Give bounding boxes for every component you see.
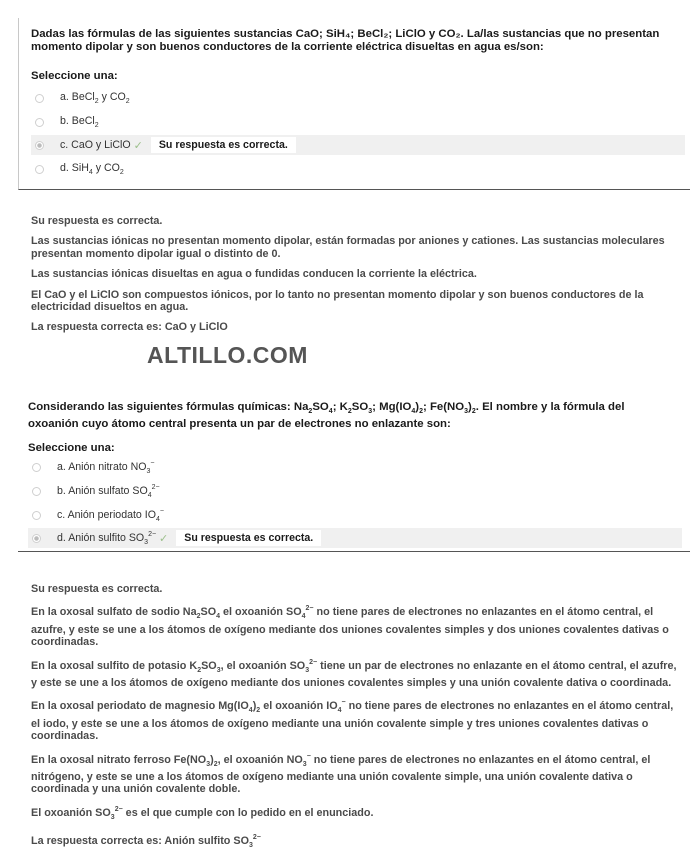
- option-a-label: a. BeCl$_2$ y $CO_2$: [60, 91, 130, 105]
- feedback-answer: La respuesta correcta es: CaO y LiClO: [31, 321, 228, 334]
- option-c[interactable]: [31, 135, 685, 155]
- altillo-logo: ALTILLO.COM: [147, 342, 308, 368]
- feedback-text: El oxoanión $SO_3^{2-}$ es el que cumple con lo pedido en el enunciado.: [31, 805, 374, 821]
- option-b-label: b. BeCl$_2$: [60, 115, 99, 129]
- radio-button[interactable]: [32, 487, 41, 496]
- feedback-text: Su respuesta es correcta.: [31, 215, 163, 227]
- question-2-card: [18, 392, 690, 552]
- correct-feedback-badge: Su respuesta es correcta.: [176, 530, 321, 546]
- question-1-text: Dadas las fórmulas de las siguientes sustancias CaO; SiH₄; BeCl₂; LiClO y CO₂. La/las sustancias que no presentan momento dipolar y son buenos conductores de la corriente eléctrica disueltas en agua es/son:: [31, 28, 660, 53]
- option-c-label: c. Anión periodato $IO_4^-$: [57, 507, 164, 523]
- feedback-answer: La respuesta correcta es: Anión sulfito $SO_3^{2-}$: [31, 834, 261, 850]
- radio-button[interactable]: [35, 118, 44, 127]
- feedback-text: Las sustancias iónicas no presentan momento dipolar, están formadas por aniones y cationes. Las sustancias moleculares presentan momento dipolar igual o distinto de 0.: [31, 235, 665, 260]
- feedback-text: Las sustancias iónicas disueltas en agua o fundidas conducen la corriente la eléctrica.: [31, 268, 477, 281]
- option-d[interactable]: [31, 159, 685, 179]
- check-icon: ✓: [159, 532, 169, 545]
- option-b[interactable]: [31, 112, 685, 132]
- radio-button-selected[interactable]: [32, 534, 41, 543]
- option-c[interactable]: [28, 505, 682, 525]
- option-a-label: a. Anión nitrato $NO_3^-$: [57, 459, 155, 475]
- option-d-label: d. SiH$_4$ y $CO_2$: [60, 162, 124, 176]
- radio-button[interactable]: [32, 511, 41, 520]
- select-label: Seleccione una:: [28, 442, 115, 454]
- option-c-label: c. CaO y LiClO: [60, 139, 131, 151]
- option-b[interactable]: [28, 481, 682, 501]
- option-d[interactable]: [28, 528, 682, 548]
- check-icon: ✓: [133, 139, 143, 152]
- option-a[interactable]: [28, 457, 682, 477]
- feedback-text: En la oxosal sulfato de sodio $Na_2SO_4$ el oxoanión $SO_4^{2-}$ no tiene pares de electrones no enlazantes en el átomo central, el azufre, y este se une a los átomos de oxígeno mediante dos uniones covalentes simples y dos uniones covalentes dativas o coordinadas.: [31, 605, 669, 649]
- question-1-card: [18, 18, 690, 190]
- option-d-label: d. Anión sulfito $SO_3^{2-}$: [57, 530, 157, 546]
- feedback-text: Su respuesta es correcta.: [31, 583, 163, 595]
- radio-button[interactable]: [35, 94, 44, 103]
- correct-feedback-badge: Su respuesta es correcta.: [151, 137, 296, 153]
- feedback-text: El CaO y el LiClO son compuestos iónicos, por lo tanto no presentan momento dipolar y son buenos conductores de la electricidad disueltos en agua.: [31, 288, 644, 314]
- feedback-text: En la oxosal nitrato ferroso $Fe(NO_3)_2$, el oxoanión $NO_3^-$ no tiene pares de electrones no enlazantes en el átomo central, el nitrógeno, y este se une a los átomos de oxígeno mediante una unión covalente simple, una unión covalente dativa o coordinada y una unión covalente doble.: [31, 752, 651, 796]
- option-a[interactable]: [31, 88, 685, 108]
- radio-button[interactable]: [35, 165, 44, 174]
- feedback-1: [31, 215, 681, 342]
- feedback-text: En la oxosal periodato de magnesio $Mg(IO_4)_2$ el oxoanión $IO_4^-$ no tiene pares de electrones no enlazantes en el átomo central, el iodo, y este se une a los átomos de oxígeno mediante una unión covalente simple y tres uniones covalentes dativas o coordinadas.: [31, 699, 674, 743]
- radio-button[interactable]: [32, 463, 41, 472]
- select-label: Seleccione una:: [31, 70, 118, 82]
- radio-button-selected[interactable]: [35, 141, 44, 150]
- option-b-label: b. Anión sulfato $SO_4^{2-}$: [57, 483, 160, 499]
- feedback-text: En la oxosal sulfito de potasio $K_2SO_3$, el oxoanión $SO_3^{2-}$ tiene un par de electrones no enlazante en el átomo central, el azufre, y este se une a los átomos de oxígeno mediante dos uniones covalentes simples y una unión covalente dativa o coordinada.: [31, 658, 677, 690]
- feedback-2: [31, 583, 681, 861]
- question-2-text: Considerando las siguientes fórmulas químicas: $Na_2SO_4$; $K_2SO_3$; $Mg(IO_4)_2$; $Fe(NO_3)_2$. El nombre y la fórmula del oxoanión cuyo átomo central presenta un par de electrones no enlazante son:: [28, 401, 625, 430]
